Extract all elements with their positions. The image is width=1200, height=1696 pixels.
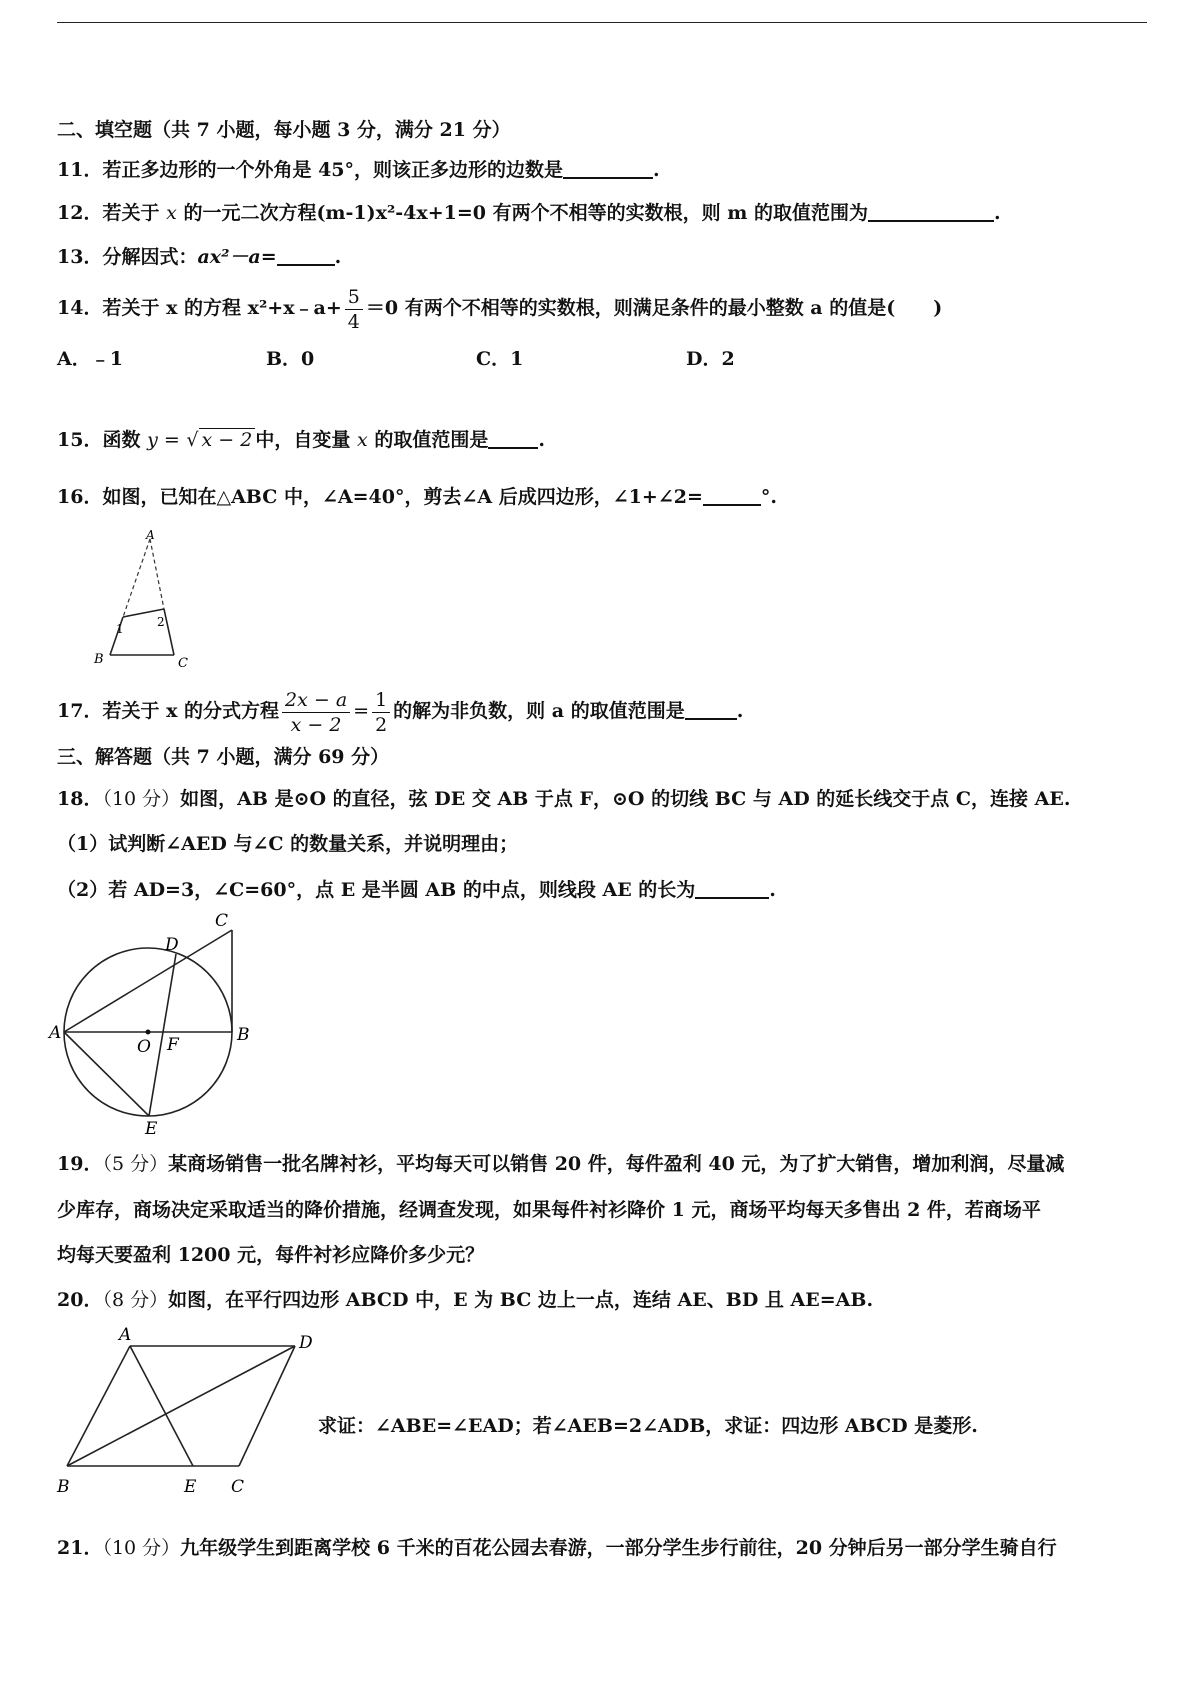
question-12: 12．若关于 x 的一元二次方程(m-1)x²-4x+1=0 有两个不相等的实数根，则 m 的取值范围为 . bbox=[57, 202, 1001, 224]
label-d: D bbox=[299, 1333, 313, 1353]
figure-16-triangle bbox=[80, 525, 210, 670]
question-number: 18． bbox=[57, 788, 103, 810]
question-16: 16．如图，已知在△ABC 中，∠A=40°，剪去∠A 后成四边形，∠1+∠2= °. bbox=[57, 486, 777, 508]
question-number: 19． bbox=[57, 1153, 103, 1175]
label-d: D bbox=[165, 935, 179, 955]
answer-blank bbox=[703, 484, 761, 506]
option-d: D．2 bbox=[686, 348, 735, 370]
label-b: B bbox=[94, 652, 104, 667]
section-2-title: 二、填空题（共 7 小题，每小题 3 分，满分 21 分） bbox=[57, 119, 511, 141]
question-number: 20． bbox=[57, 1289, 103, 1311]
answer-blank bbox=[695, 877, 769, 899]
question-21: 21．（10 分）九年级学生到距离学校 6 千米的百花公园去春游，一部分学生步行前往，20 分钟后另一部分学生骑自行 bbox=[57, 1537, 1057, 1559]
question-18: 18．（10 分）如图，AB 是⊙O 的直径，弦 DE 交 AB 于点 F，⊙O 的切线 BC 与 AD 的延长线交于点 C，连接 AE. bbox=[57, 788, 1071, 810]
label-f: F bbox=[167, 1035, 179, 1055]
option-b: B．0 bbox=[266, 348, 315, 370]
label-e: E bbox=[184, 1477, 197, 1497]
question-18-part-2: （2）若 AD=3，∠C=60°，点 E 是半圆 AB 的中点，则线段 AE 的长为 . bbox=[57, 879, 776, 901]
question-17: 17．若关于 x 的分式方程 $\frac{2x - a}{x - 2}$ = $\frac{1}{2}$ 的解为非负数，则 a 的取值范围是 . bbox=[57, 688, 744, 736]
label-c: C bbox=[231, 1477, 245, 1497]
question-number: 16． bbox=[57, 486, 103, 508]
label-a: A bbox=[146, 528, 155, 542]
fraction-2x-a-over-x-2: $\frac{2x - a}{x - 2}$ bbox=[282, 688, 350, 737]
question-19-line-3: 均每天要盈利 1200 元，每件衬衫应降价多少元？ bbox=[57, 1244, 485, 1266]
question-14: 14．若关于 x 的方程 x²+x﹣a+ $\frac{5}{4}$ ＝0 有两个不相等的实数根，则满足条件的最小整数 a 的值是( ) bbox=[57, 285, 943, 333]
fraction-5-4: $\frac{5}{4}$ bbox=[345, 285, 363, 334]
label-angle-2: 2 bbox=[157, 615, 165, 629]
question-number: 21． bbox=[57, 1537, 103, 1559]
question-15: 15．函数 y = √ x − 2 中，自变量 x 的取值范围是 . bbox=[57, 429, 545, 451]
question-number: 14． bbox=[57, 297, 103, 319]
label-b: B bbox=[57, 1477, 70, 1497]
question-20: 20．（8 分）如图，在平行四边形 ABCD 中，E 为 BC 边上一点，连结 AE、BD 且 AE=AB. bbox=[57, 1289, 874, 1311]
answer-blank bbox=[488, 427, 538, 449]
label-c: C bbox=[178, 656, 188, 671]
question-number: 17． bbox=[57, 700, 103, 722]
label-e: E bbox=[145, 1119, 158, 1139]
fraction-1-2: $\frac{1}{2}$ bbox=[372, 688, 390, 737]
question-19: 19．（5 分）某商场销售一批名牌衬衫，平均每天可以销售 20 件，每件盈利 40 元，为了扩大销售，增加利润，尽量减 bbox=[57, 1153, 1065, 1175]
label-b: B bbox=[237, 1025, 250, 1045]
label-o: O bbox=[137, 1037, 151, 1057]
square-root: x − 2 bbox=[199, 428, 256, 451]
figure-18-circle bbox=[49, 910, 255, 1139]
label-c: C bbox=[215, 911, 229, 931]
question-20-proof: 求证：∠ABE=∠EAD；若∠AEB=2∠ADB，求证：四边形 ABCD 是菱形. bbox=[318, 1415, 978, 1437]
label-angle-1: 1 bbox=[116, 622, 124, 636]
option-a: A．﹣1 bbox=[57, 348, 123, 370]
question-number: 11． bbox=[57, 159, 103, 181]
question-number: 13． bbox=[57, 246, 103, 268]
answer-blank bbox=[868, 200, 994, 222]
answer-blank bbox=[685, 698, 737, 720]
question-11: 11．若正多边形的一个外角是 45°，则该正多边形的边数是 . bbox=[57, 159, 660, 181]
question-19-line-2: 少库存，商场决定采取适当的降价措施，经调查发现，如果每件衬衫降价 1 元，商场平均每天多售出 2 件，若商场平 bbox=[57, 1199, 1041, 1221]
label-a: A bbox=[119, 1325, 132, 1345]
header-rule bbox=[57, 22, 1147, 23]
question-number: 12． bbox=[57, 202, 103, 224]
answer-blank bbox=[277, 244, 335, 266]
figure-20-parallelogram bbox=[55, 1320, 325, 1495]
question-number: 15． bbox=[57, 429, 103, 451]
question-13: 13．分解因式：ax²－a= . bbox=[57, 246, 342, 268]
section-3-title: 三、解答题（共 7 小题，满分 69 分） bbox=[57, 746, 390, 768]
option-c: C．1 bbox=[476, 348, 524, 370]
question-18-part-1: （1）试判断∠AED 与∠C 的数量关系，并说明理由； bbox=[57, 833, 519, 855]
label-a: A bbox=[49, 1023, 62, 1043]
answer-blank bbox=[563, 157, 653, 179]
